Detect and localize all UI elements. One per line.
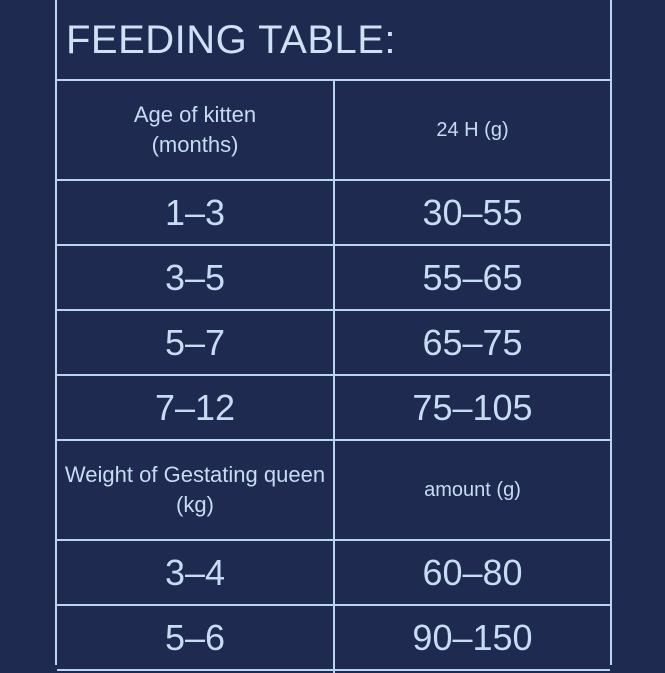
cell-age: 3–5 (57, 245, 334, 310)
cell-amount: 65–75 (334, 310, 610, 375)
header-age-line2: (months) (151, 132, 239, 157)
header-weight-line1: Weight of (64, 462, 158, 487)
feeding-table (57, 79, 610, 673)
table-header-row-queen (57, 440, 610, 540)
cell-weight: 3–4 (57, 540, 334, 605)
cell-amount: 30–55 (334, 180, 610, 245)
header-cell-amount: amount (g) (334, 440, 610, 540)
header-cell-weight (57, 440, 334, 540)
cell-amount: 60–80 (334, 540, 610, 605)
cell-amount: 55–65 (334, 245, 610, 310)
table-row (57, 245, 610, 310)
cell-age: 5–7 (57, 310, 334, 375)
header-cell-24h: 24 H (g) (334, 80, 610, 180)
header-weight-line2: Gestating queen (kg) (163, 462, 326, 517)
table-row (57, 375, 610, 440)
table-row (57, 540, 610, 605)
header-cell-age (57, 80, 334, 180)
cell-age: 1–3 (57, 180, 334, 245)
cell-amount: 90–150 (334, 605, 610, 670)
cell-amount: 75–105 (334, 375, 610, 440)
table-header-row-kitten (57, 80, 610, 180)
cell-age: 7–12 (57, 375, 334, 440)
header-age-line1: Age of kitten (133, 102, 257, 127)
table-row (57, 605, 610, 670)
table-row (57, 310, 610, 375)
table-row (57, 180, 610, 245)
page-title: FEEDING TABLE: (66, 18, 397, 62)
cell-weight: 5–6 (57, 605, 334, 670)
